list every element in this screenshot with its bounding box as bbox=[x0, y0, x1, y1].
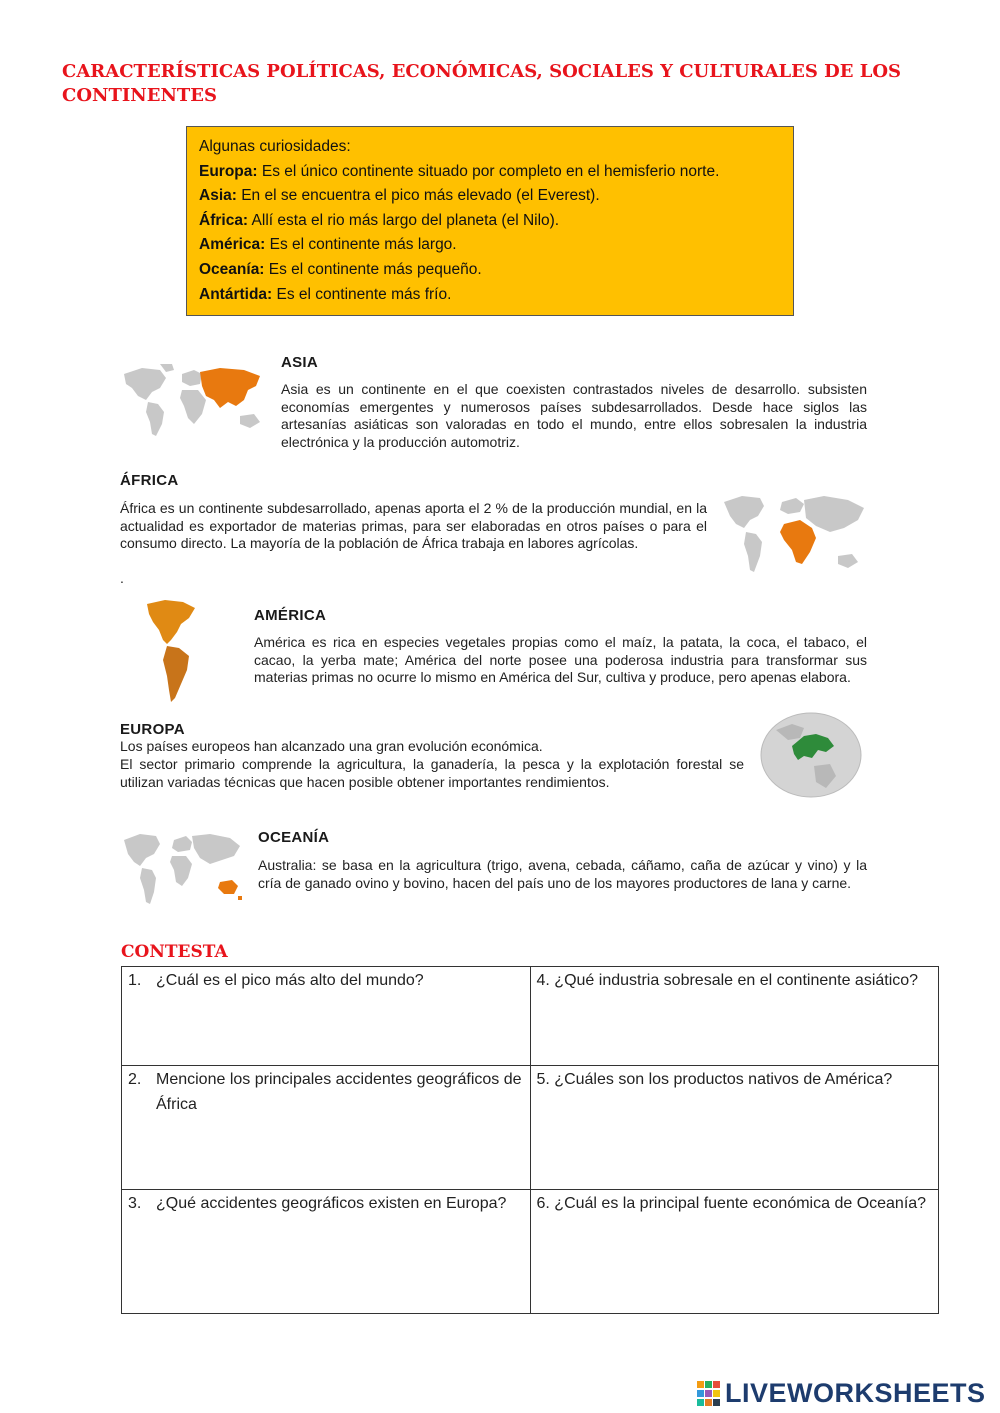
question-cell[interactable]: 6. ¿Cuál es la principal fuente económica de Oceanía? bbox=[530, 1190, 939, 1314]
europa-title: EUROPA bbox=[120, 721, 185, 738]
liveworksheets-logo bbox=[697, 1378, 986, 1409]
europa-text: El sector primario comprende la agricultura, la ganadería, la pesca y la explotación forestal se utilizan variadas técnicas que hacen posible obtener importantes rendimientos. bbox=[120, 756, 744, 790]
question-text: ¿Qué industria sobresale en el continente asiático? bbox=[554, 972, 919, 989]
question-text: ¿Cuál es la principal fuente económica de Oceanía? bbox=[554, 1195, 927, 1212]
question-text: Mencione los principales accidentes geográficos de África bbox=[156, 1071, 522, 1113]
curiosity-item: Asia: En el se encuentra el pico más elevado (el Everest). bbox=[199, 187, 600, 205]
question-cell[interactable]: 4. ¿Qué industria sobresale en el continente asiático? bbox=[530, 967, 939, 1066]
question-cell[interactable]: 3. ¿Qué accidentes geográficos existen en Europa? bbox=[122, 1190, 531, 1314]
asia-text: Asia es un continente en el que coexisten contrastados niveles de desarrollo. subsisten economías emergentes y numerosos países subdesarrollados. Desde hace siglos las artesanías asiáticas son valoradas en todo el mundo, entre ellos sobresalen la industria electrónica y la producción automotriz. bbox=[281, 381, 867, 450]
curiosity-item: América: Es el continente más largo. bbox=[199, 236, 457, 254]
america-title: AMÉRICA bbox=[254, 607, 327, 624]
curiosity-item: Antártida: Es el continente más frío. bbox=[199, 285, 452, 303]
quiz-table bbox=[121, 966, 939, 1314]
africa-title: ÁFRICA bbox=[120, 472, 179, 489]
africa-trailing-dot: . bbox=[120, 570, 124, 586]
curiosities-box bbox=[186, 126, 794, 316]
africa-text: África es un continente subdesarrollado, apenas aporta el 2 % de la producción mundial, en la actualidad es exportador de materias primas, para ser elaboradas en otros países o para el consumo directo. La mayoría de la población de África trabaja en labores agrícolas. bbox=[120, 500, 707, 551]
curiosity-item: África: Allí esta el rio más largo del planeta (el Nilo). bbox=[199, 211, 560, 229]
america-map-icon bbox=[143, 598, 209, 706]
oceania-text: Australia: se basa en la agricultura (trigo, avena, cebada, cáñamo, caña de azúcar y vino) y la cría de ganado ovino y bovino, hacen del país uno de los mayores productores de lana y carne. bbox=[258, 857, 867, 891]
asia-title: ASIA bbox=[281, 354, 319, 371]
asia-world-map-icon bbox=[120, 362, 268, 440]
africa-world-map-icon bbox=[720, 492, 868, 580]
curiosity-item: Oceanía: Es el continente más pequeño. bbox=[199, 260, 482, 278]
oceania-world-map-icon bbox=[120, 830, 246, 908]
page-title: CARACTERÍSTICAS POLÍTICAS, ECONÓMICAS, SOCIALES Y CULTURALES DE LOS CONTINENTES bbox=[62, 61, 902, 106]
oceania-title: OCEANÍA bbox=[258, 829, 330, 846]
brand-name: LIVEWORKSHEETS bbox=[725, 1378, 986, 1408]
liveworksheets-logo-icon bbox=[697, 1381, 721, 1407]
curiosities-heading: Algunas curiosidades: bbox=[199, 138, 351, 155]
question-cell[interactable]: 2. Mencione los principales accidentes geográficos de África bbox=[122, 1066, 531, 1190]
question-cell[interactable]: 5. ¿Cuáles son los productos nativos de América? bbox=[530, 1066, 939, 1190]
europe-globe-icon bbox=[756, 710, 866, 800]
curiosity-item: Europa: Es el único continente situado por completo en el hemisferio norte. bbox=[199, 162, 720, 180]
america-text: América es rica en especies vegetales propias como el maíz, la patata, la coca, el tabaco, el cacao, la yerba mate; América del norte posee una poderosa industria para transformar sus materias primas no ocurre lo mismo en América del Sur, cultiva y produce, pero apenas elabora. bbox=[254, 634, 867, 685]
question-text: ¿Cuáles son los productos nativos de América? bbox=[554, 1071, 893, 1088]
question-cell[interactable]: 1. ¿Cuál es el pico más alto del mundo? bbox=[122, 967, 531, 1066]
question-text: ¿Cuál es el pico más alto del mundo? bbox=[156, 972, 424, 989]
europa-line1: Los países europeos han alcanzado una gran evolución económica. bbox=[120, 738, 543, 754]
question-text: ¿Qué accidentes geográficos existen en Europa? bbox=[156, 1195, 507, 1212]
quiz-heading: CONTESTA bbox=[121, 942, 228, 962]
